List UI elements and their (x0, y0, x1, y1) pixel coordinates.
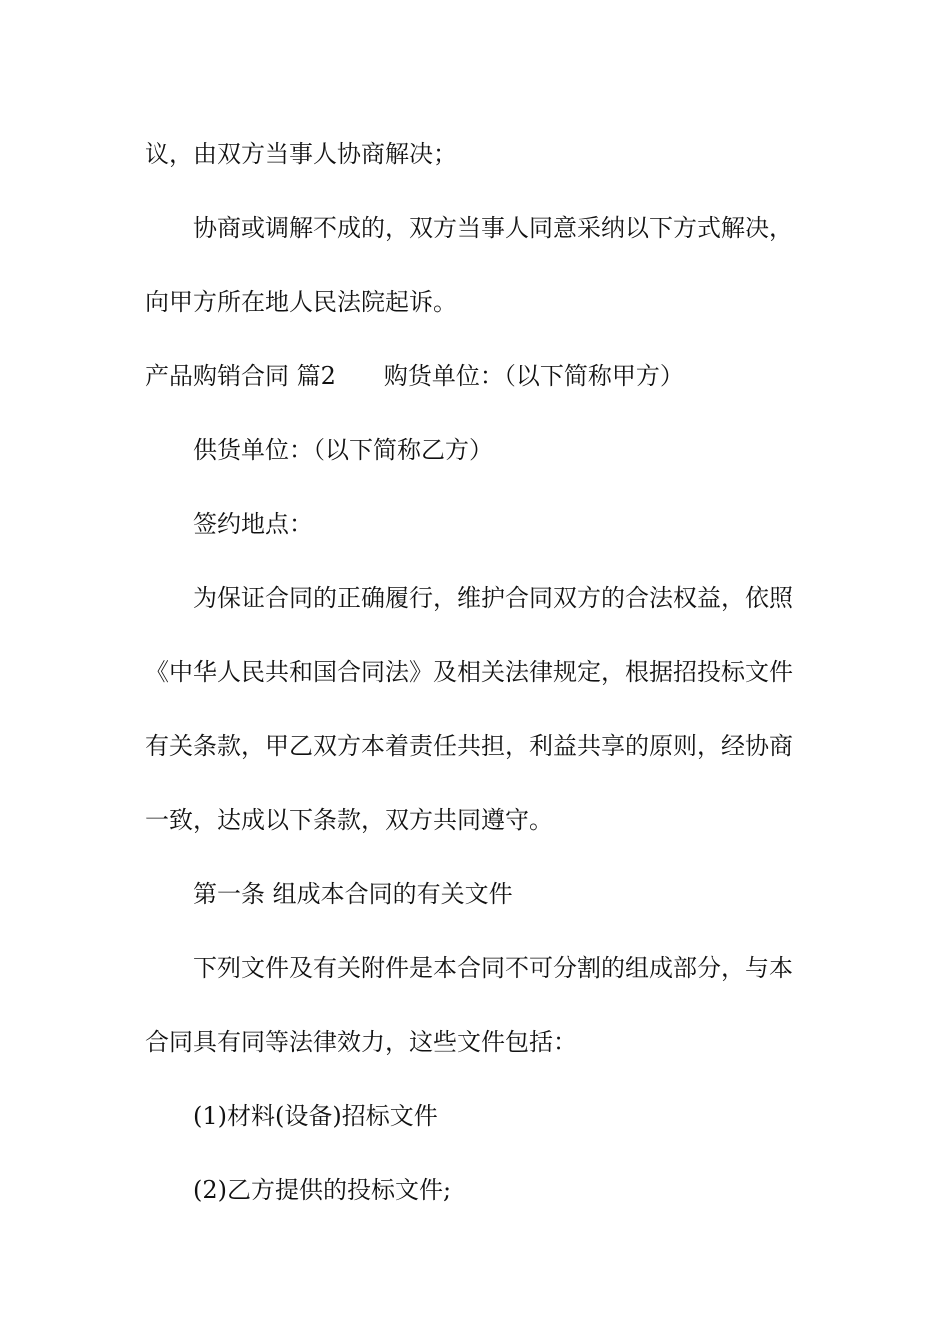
paragraph-line: 向甲方所在地人民法院起诉。 (145, 288, 457, 316)
article-heading: 第一条 组成本合同的有关文件 (193, 880, 513, 908)
paragraph-line: 为保证合同的正确履行，维护合同双方的合法权益，依照 (193, 584, 793, 612)
paragraph-line: 协商或调解不成的，双方当事人同意采纳以下方式解决， (193, 214, 793, 242)
paragraph-line: 下列文件及有关附件是本合同不可分割的组成部分，与本 (193, 954, 793, 982)
paragraph-line: 一致，达成以下条款，双方共同遵守。 (145, 806, 553, 834)
paragraph-line: 有关条款，甲乙双方本着责任共担，利益共享的原则，经协商 (145, 732, 793, 760)
paragraph-line: 签约地点： (193, 510, 313, 538)
paragraph-line: 合同具有同等法律效力，这些文件包括： (145, 1028, 577, 1056)
section-heading-line (145, 360, 825, 392)
section-title: 产品购销合同 篇2 (145, 362, 336, 390)
list-item: (2)乙方提供的投标文件; (193, 1176, 452, 1204)
paragraph-line: 《中华人民共和国合同法》及相关法律规定，根据招投标文件 (145, 658, 793, 686)
list-item: (1)材料(设备)招标文件 (193, 1102, 438, 1130)
paragraph-line: 议，由双方当事人协商解决； (145, 140, 457, 168)
buyer-line: 购货单位：（以下简称甲方） (383, 362, 684, 390)
paragraph-line: 供货单位：（以下简称乙方） (193, 436, 493, 464)
